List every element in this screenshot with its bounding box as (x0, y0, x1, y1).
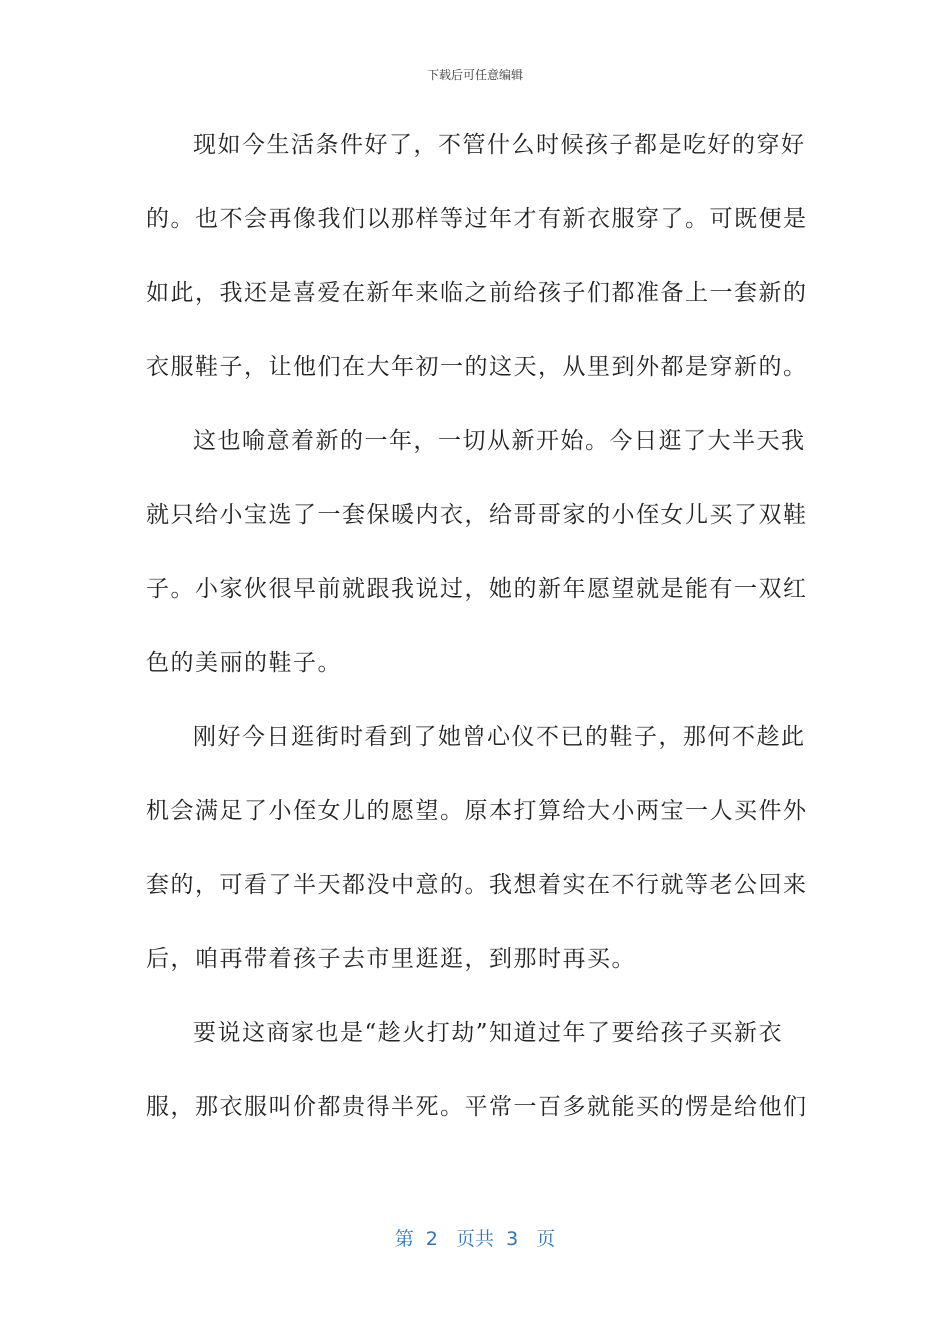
paragraph (146, 713, 808, 1009)
text-line: 要说这商家也是“趁火打劫”知道过年了要给孩子买新衣 (193, 1020, 784, 1046)
text-line: 服，那衣服叫价都贵得半死。平常一百多就能买的愣是给他们 (146, 1094, 808, 1120)
text-line: 子。小家伙很早前就跟我说过，她的新年愿望就是能有一双红 (146, 576, 808, 602)
text-line: 现如今生活条件好了，不管什么时候孩子都是吃好的穿好 (193, 132, 806, 158)
text-line: 后，咱再带着孩子去市里逛逛，到那时再买。 (146, 946, 636, 972)
paragraph (146, 121, 808, 417)
text-line: 就只给小宝选了一套保暖内衣，给哥哥家的小侄女儿买了双鞋 (146, 502, 808, 528)
text-line: 色的美丽的鞋子。 (146, 650, 342, 676)
body-text (146, 121, 808, 1157)
text-line: 衣服鞋子，让他们在大年初一的这天，从里到外都是穿新的。 (146, 354, 808, 380)
text-line: 如此，我还是喜爱在新年来临之前给孩子们都准备上一套新的 (146, 280, 808, 306)
text-line: 套的，可看了半天都没中意的。我想着实在不行就等老公回来 (146, 872, 808, 898)
page-footer: 第 2 页共 3 页 (394, 1228, 556, 1250)
page-header: 下载后可任意编辑 (426, 68, 523, 82)
paragraph (146, 417, 808, 713)
text-line: 这也喻意着新的一年，一切从新开始。今日逛了大半天我 (193, 428, 806, 454)
text-line: 的。也不会再像我们以那样等过年才有新衣服穿了。可既便是 (146, 206, 808, 232)
text-line: 刚好今日逛街时看到了她曾心仪不已的鞋子，那何不趁此 (193, 724, 806, 750)
paragraph (146, 1009, 808, 1157)
text-line: 机会满足了小侄女儿的愿望。原本打算给大小两宝一人买件外 (146, 798, 808, 824)
